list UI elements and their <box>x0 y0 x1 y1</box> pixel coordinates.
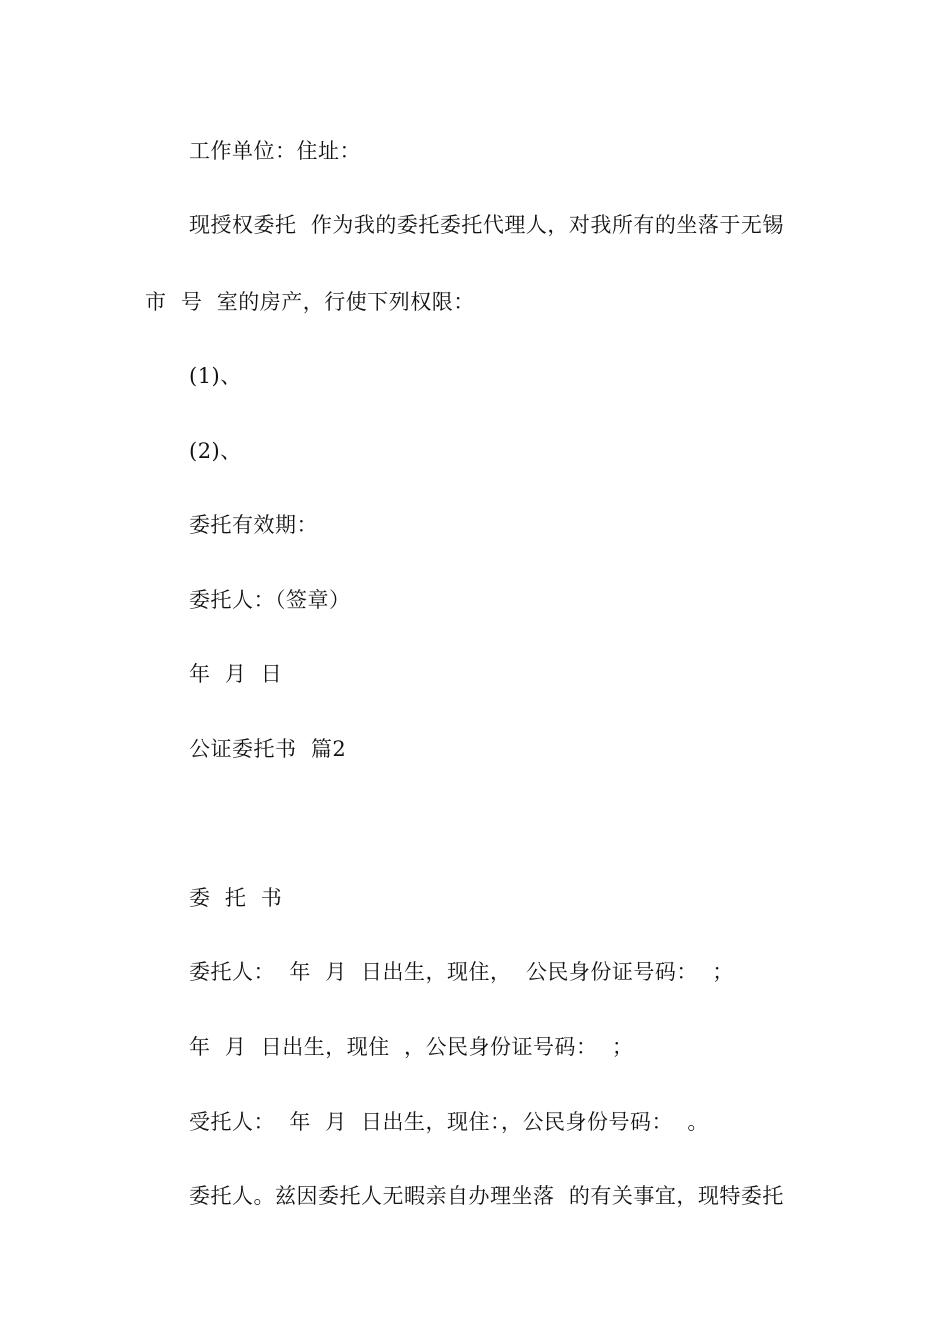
second-principal-info-line: 年 月 日出生，现住 ，公民身份证号码： ； <box>189 1035 634 1059</box>
date-line: 年 月 日 <box>189 662 283 686</box>
validity-period-line: 委托有效期： <box>189 513 318 537</box>
permission-item-2: (2)、 <box>189 439 242 463</box>
entrustment-reason-line: 委托人。兹因委托人无暇亲自办理坐落 的有关事宜，现特委托 <box>189 1184 784 1208</box>
section-heading: 公证委托书 篇2 <box>189 737 347 761</box>
principal-info-line: 委托人： 年 月 日出生，现住， 公民身份证号码： ； <box>189 960 734 984</box>
principal-signature-line: 委托人：（签章） <box>189 588 351 612</box>
property-line: 市 号 室的房产，行使下列权限： <box>145 290 475 314</box>
permission-item-1: (1)、 <box>189 364 242 388</box>
authorization-line: 现授权委托 作为我的委托委托代理人，对我所有的坐落于无锡 <box>189 213 784 237</box>
document-title: 委 托 书 <box>189 886 283 910</box>
agent-info-line: 受托人： 年 月 日出生，现住：，公民身份号码： 。 <box>189 1110 709 1134</box>
work-address-line: 工作单位：住址： <box>189 139 361 163</box>
